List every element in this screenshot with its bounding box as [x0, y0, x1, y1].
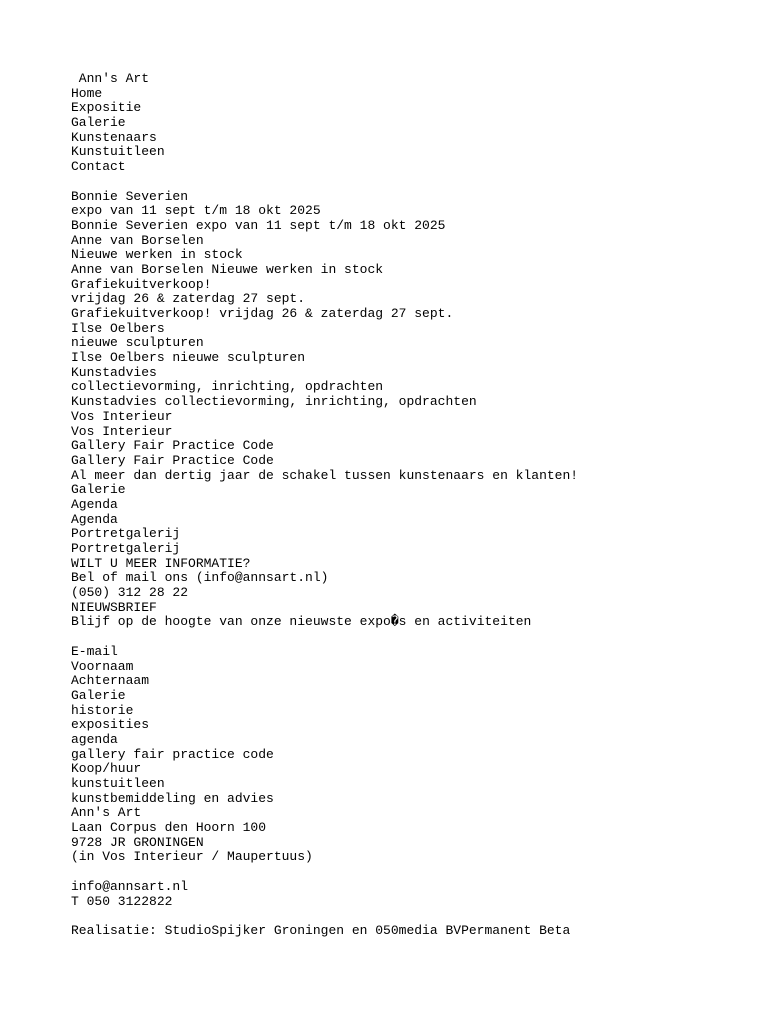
newsletter-text: Blijf op de hoogte van onze nieuwste expo�s en activiteiten	[71, 614, 532, 630]
newsletter-heading: NIEUWSBRIEF	[71, 599, 157, 615]
slide-link[interactable]: Bonnie Severien expo van 11 sept t/m 18 okt 2025	[71, 217, 446, 233]
address-name: Ann's Art	[71, 805, 142, 821]
slide-link[interactable]: Grafiekuitverkoop! vrijdag 26 & zaterdag 27 sept.	[71, 306, 454, 321]
info-heading: WILT U MEER INFORMATIE?	[71, 555, 251, 571]
address-city: 9728 JR GRONINGEN	[71, 834, 204, 850]
hero-slider	[71, 190, 768, 469]
nav-home[interactable]: Home	[71, 85, 103, 101]
credits-text[interactable]: Realisatie: StudioSpijker Groningen en 050media BVPermanent Beta	[71, 922, 571, 938]
footer-link-kunstuitleen[interactable]: kunstuitleen	[71, 776, 165, 791]
footer-email-link[interactable]: info@annsart.nl	[71, 878, 189, 894]
footer-galerie-heading: Galerie	[71, 687, 126, 703]
spacer	[71, 630, 768, 645]
footer-koop-heading: Koop/huur	[71, 761, 142, 777]
intro-text: Al meer dan dertig jaar de schakel tussen kunstenaars en klanten!	[71, 467, 579, 483]
slide-link[interactable]: Gallery Fair Practice Code	[71, 452, 274, 468]
nav-kunstenaars[interactable]: Kunstenaars	[71, 129, 157, 145]
footer-phone-link[interactable]: T 050 3122822	[71, 893, 173, 909]
slide-subtitle: collectievorming, inrichting, opdrachten	[71, 379, 384, 395]
spacer	[71, 865, 768, 880]
slide-subtitle: nieuwe sculpturen	[71, 335, 204, 351]
lastname-field-label[interactable]: Achternaam	[71, 673, 150, 689]
firstname-field-label[interactable]: Voornaam	[71, 658, 134, 674]
slide-link[interactable]: Ilse Oelbers nieuwe sculpturen	[71, 350, 306, 366]
footer-link-agenda[interactable]: agenda	[71, 731, 118, 747]
email-field-label[interactable]: E-mail	[71, 643, 118, 659]
slide-subtitle: vrijdag 26 & zaterdag 27 sept.	[71, 291, 306, 307]
slide-title: Bonnie Severien	[71, 188, 189, 204]
address-note: (in Vos Interieur / Maupertuus)	[71, 849, 313, 865]
site-footer	[71, 689, 768, 939]
main-nav	[71, 87, 768, 175]
spacer	[71, 909, 768, 924]
nav-galerie[interactable]: Galerie	[71, 115, 126, 131]
slide-link[interactable]: Anne van Borselen Nieuwe werken in stock	[71, 261, 384, 277]
galerie-heading: Galerie	[71, 482, 126, 498]
footer-link-fair-practice[interactable]: gallery fair practice code	[71, 746, 274, 762]
slide-subtitle: expo van 11 sept t/m 18 okt 2025	[71, 203, 321, 219]
info-text: Bel of mail ons (info@annsart.nl)	[71, 570, 329, 586]
nav-kunstuitleen[interactable]: Kunstuitleen	[71, 144, 165, 160]
slide-title: Gallery Fair Practice Code	[71, 438, 274, 454]
slide-title: Anne van Borselen	[71, 232, 204, 248]
footer-link-kunstbemiddeling[interactable]: kunstbemiddeling en advies	[71, 790, 274, 806]
nav-contact[interactable]: Contact	[71, 159, 126, 175]
slide-title: Ilse Oelbers	[71, 320, 165, 336]
portretgalerij-link[interactable]: Portretgalerij	[71, 541, 181, 556]
site-logo[interactable]: Ann's Art	[71, 71, 150, 86]
slide-title: Kunstadvies	[71, 364, 157, 380]
agenda-label: Agenda	[71, 496, 118, 512]
slide-title: Grafiekuitverkoop!	[71, 276, 212, 292]
portretgalerij-label: Portretgalerij	[71, 526, 181, 542]
nav-expositie[interactable]: Expositie	[71, 100, 142, 116]
slide-link[interactable]: Kunstadvies collectievorming, inrichting, opdrachten	[71, 394, 477, 410]
slide-title: Vos Interieur	[71, 408, 173, 424]
address-street: Laan Corpus den Hoorn 100	[71, 820, 267, 836]
agenda-link[interactable]: Agenda	[71, 511, 118, 527]
slide-link[interactable]: Vos Interieur	[71, 423, 173, 439]
footer-link-exposities[interactable]: exposities	[71, 717, 150, 733]
footer-link-historie[interactable]: historie	[71, 702, 134, 718]
slide-subtitle: Nieuwe werken in stock	[71, 247, 243, 263]
spacer	[71, 175, 768, 190]
info-phone-link[interactable]: (050) 312 28 22	[71, 585, 189, 601]
